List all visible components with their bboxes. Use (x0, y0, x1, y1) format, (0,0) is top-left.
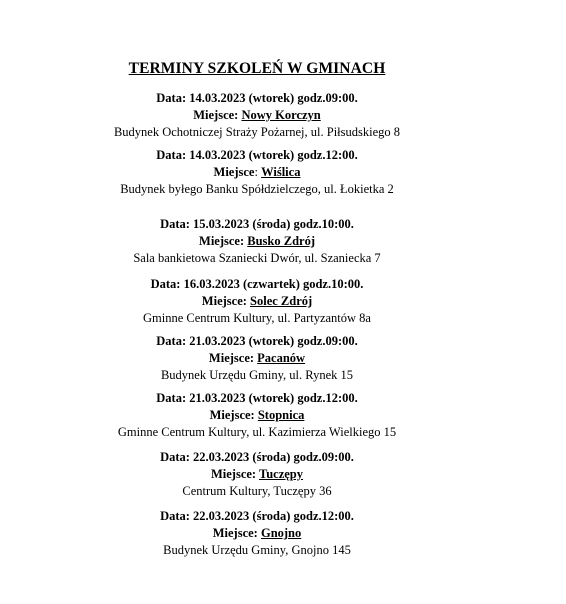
entry-date: Data: 21.03.2023 (wtorek) godz.09:00. (156, 334, 358, 348)
entry-place-label: Miejsce (213, 165, 255, 179)
entry-place-line (0, 164, 514, 181)
entry-date: Data: 16.03.2023 (czwartek) godz.10:00. (150, 277, 364, 291)
entry-place-name: Pacanów (257, 351, 306, 365)
entry-place-line (0, 293, 514, 310)
entry-place-label: Miejsce: (208, 351, 258, 365)
entry-address: Centrum Kultury, Tuczępy 36 (182, 484, 332, 498)
training-entry (0, 508, 514, 559)
entry-place-line (0, 407, 514, 424)
training-entry (0, 216, 514, 267)
entry-address: Budynek byłego Banku Spółdzielczego, ul. Łokietka 2 (120, 182, 394, 196)
entry-address: Budynek Ochotniczej Straży Pożarnej, ul. Piłsudskiego 8 (113, 125, 401, 139)
entry-place-label: Miejsce: (209, 408, 258, 422)
entry-date: Data: 22.03.2023 (środa) godz.09:00. (160, 450, 354, 464)
entry-place-label: Miejsce: (212, 526, 261, 540)
entry-place-name: Solec Zdrój (250, 294, 313, 308)
entry-place-line (0, 233, 514, 250)
training-entry (0, 90, 514, 141)
entry-place-name: Nowy Korczyn (241, 108, 321, 122)
entry-place-name: Busko Zdrój (247, 234, 315, 248)
entry-place-name: Gnojno (260, 526, 302, 540)
entry-place-label: Miejsce: (193, 108, 242, 122)
entry-date: Data: 21.03.2023 (wtorek) godz.12:00. (156, 391, 358, 405)
entry-place-line (0, 107, 514, 124)
training-entry (0, 147, 514, 198)
entry-date: Data: 22.03.2023 (środa) godz.12:00. (160, 509, 354, 523)
training-entry (0, 449, 514, 500)
entry-place-name: Tuczępy (259, 467, 303, 481)
page-title: TERMINY SZKOLEŃ W GMINACH (128, 60, 386, 77)
entry-place-name: Stopnica (257, 408, 305, 422)
entry-address: Sala bankietowa Szaniecki Dwór, ul. Szaniecka 7 (133, 251, 381, 265)
entry-place-name: Wiślica (261, 165, 301, 179)
entry-address: Budynek Urzędu Gminy, ul. Rynek 15 (160, 368, 354, 382)
training-entry (0, 276, 514, 327)
entry-address: Gminne Centrum Kultury, ul. Partyzantów 8a (143, 311, 371, 325)
training-entry (0, 390, 514, 441)
training-entry (0, 333, 514, 384)
entry-date: Data: 15.03.2023 (środa) godz.10:00. (160, 217, 354, 231)
entry-place-label: Miejsce: (201, 294, 251, 308)
entry-date: Data: 14.03.2023 (wtorek) godz.09:00. (156, 91, 358, 105)
entry-address: Budynek Urzędu Gminy, Gnojno 145 (163, 543, 351, 557)
entry-place-label: Miejsce: (199, 234, 248, 248)
entry-place-line (0, 350, 514, 367)
entry-address: Gminne Centrum Kultury, ul. Kazimierza Wielkiego 15 (117, 425, 397, 439)
entry-place-colon: : (254, 165, 262, 179)
entry-date: Data: 14.03.2023 (wtorek) godz.12:00. (156, 148, 358, 162)
entry-place-label: Miejsce: (210, 467, 259, 481)
entry-place-line (0, 466, 514, 483)
entry-place-line (0, 525, 514, 542)
